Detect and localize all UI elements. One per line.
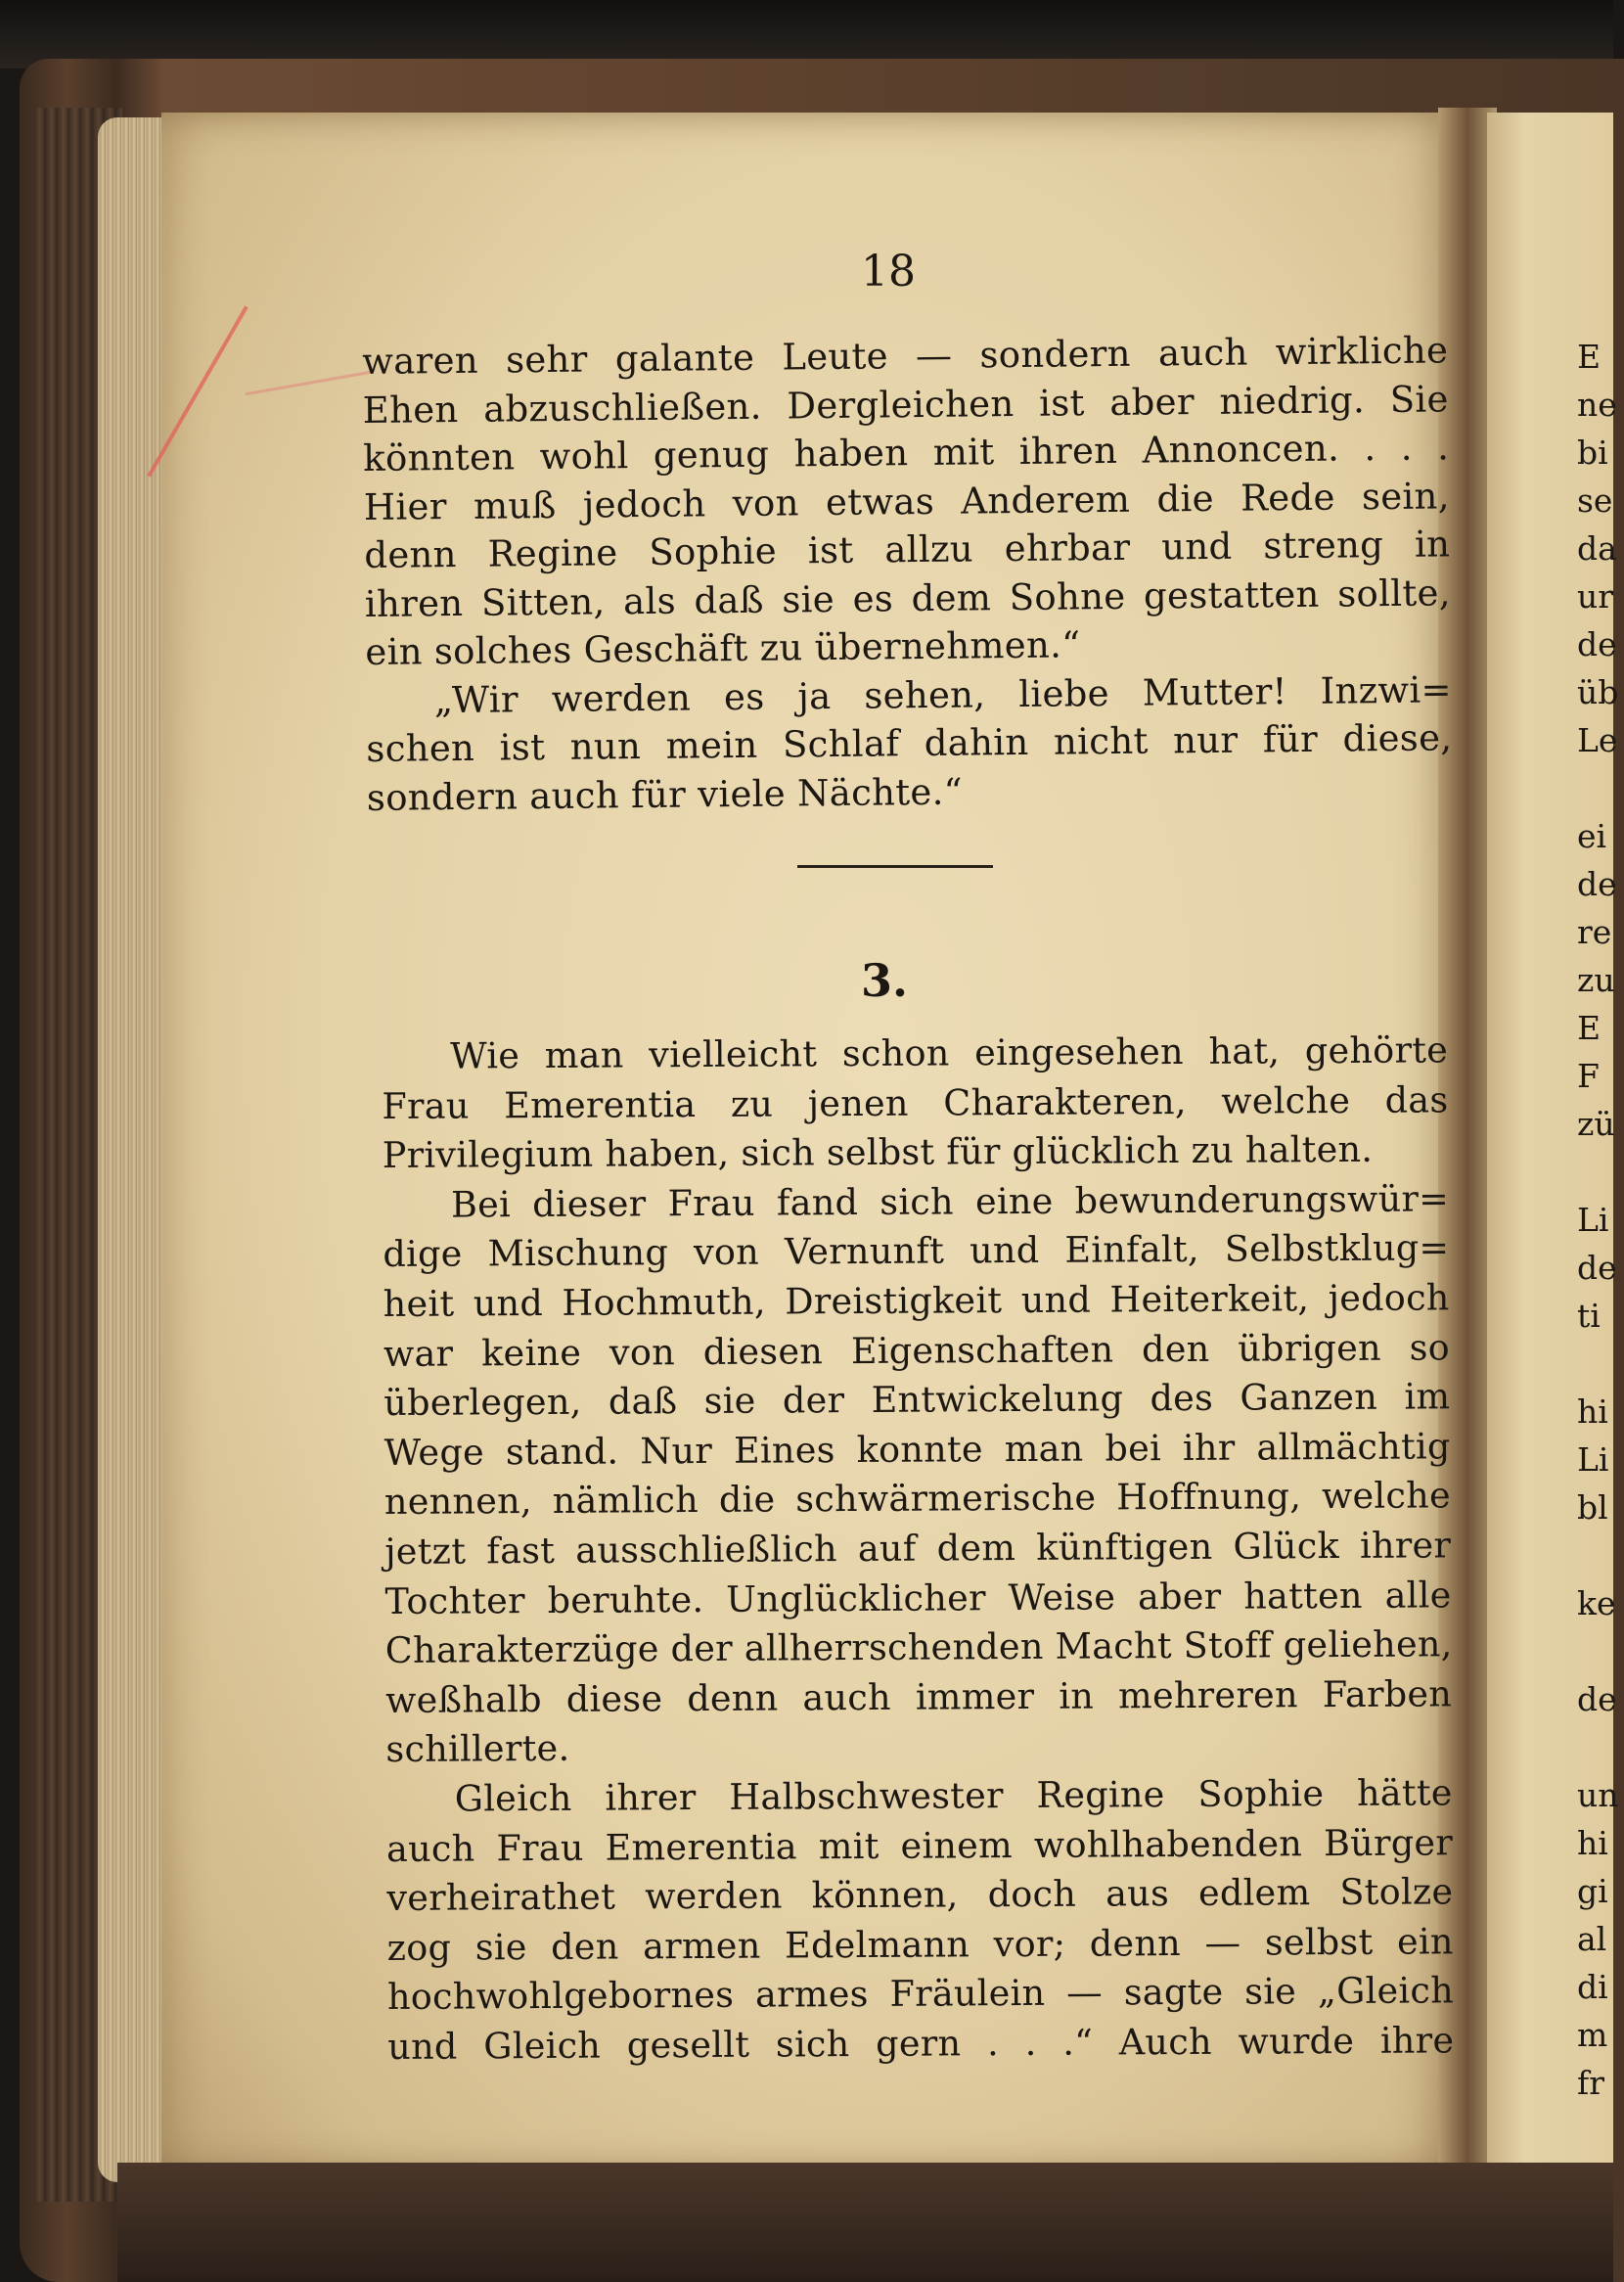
text-line: schen ist nun mein Schlaf dahin nicht nur für diese, (366, 716, 1453, 770)
top-paragraph (362, 326, 1453, 822)
next-page-fragment: ei (1577, 817, 1607, 855)
next-page-fragment: re (1577, 913, 1612, 951)
next-page-fragment: al (1577, 1920, 1607, 1958)
text-line: verheirathet werden können, doch aus edlem Stolze (386, 1870, 1454, 1920)
text-line: Gleich ihrer Halbschwester Regine Sophie hätte (454, 1771, 1453, 1820)
text-line: waren sehr galante Leute — sondern auch wirkliche (362, 329, 1449, 383)
text-line: ihren Sitten, als daß sie es dem Sohne gestatten sollte, (364, 570, 1452, 625)
chapter-body (382, 1026, 1454, 2072)
next-page-fragment: da (1577, 529, 1617, 568)
next-page-fragment: se (1577, 481, 1613, 520)
text-line: war keine von diesen Eigenschaften den übrigen so (383, 1325, 1451, 1375)
text-line: Hier muß jedoch von etwas Anderem die Rede sein, (363, 474, 1450, 528)
next-page-fragment: de (1577, 1249, 1617, 1287)
next-page-fragment (1577, 1340, 1613, 1388)
text-line: Frau Emerentia zu jenen Charakteren, welche das (382, 1077, 1449, 1127)
next-page-fragment: fr (1577, 2064, 1604, 2102)
next-page-fragment: Li (1577, 1440, 1609, 1479)
next-page-fragment: zü (1577, 1105, 1615, 1143)
book-bottom-edge (117, 2163, 1613, 2282)
text-line: und Gleich gesellt sich gern . . .“ Auch wurde ihre (387, 2019, 1455, 2068)
text-line: Tochter beruhte. Unglücklicher Weise aber hatten alle (384, 1573, 1452, 1622)
section-divider (797, 865, 993, 868)
next-page-fragment: un (1577, 1776, 1619, 1814)
text-line: heit und Hochmuth, Dreistigkeit und Heiterkeit, jedoch (383, 1276, 1450, 1325)
text-line: Privilegium haben, sich selbst für glücklich zu halten. (382, 1128, 1374, 1177)
text-line: sondern auch für viele Nächte.“ (366, 770, 964, 819)
next-page-fragment (1577, 1148, 1613, 1196)
text-line: hochwohlgebornes armes Fräulein — sagte sie „Gleich (386, 1969, 1455, 2019)
next-page-fragment: E (1577, 338, 1601, 376)
next-page-fragment: Le (1577, 721, 1618, 759)
text-line: Ehen abzuschließen. Dergleichen ist aber niedrig. Sie (362, 377, 1449, 432)
next-page-fragment: hi (1577, 1824, 1608, 1862)
text-line: Wie man vielleicht schon eingesehen hat, gehörte (450, 1028, 1449, 1077)
text-line: dige Mischung von Vernunft und Einfalt, Selbstklug= (383, 1226, 1450, 1276)
text-line: könnten wohl genug haben mit ihren Annoncen. . . . (363, 426, 1450, 479)
next-page-fragment: ne (1577, 386, 1617, 424)
next-page-fragment: di (1577, 1968, 1608, 2006)
next-page-fragment: ur (1577, 577, 1614, 616)
next-page-fragment: de (1577, 625, 1617, 663)
text-line: ein solches Geschäft zu übernehmen.“ (365, 623, 1081, 673)
next-page-fragment: de (1577, 865, 1617, 903)
next-page-fragment: ti (1577, 1297, 1601, 1335)
text-line: auch Frau Emerentia mit einem wohlhabenden Bürger (385, 1820, 1454, 1870)
text-line: nennen, nämlich die schwärmerische Hoffnung, welche (383, 1474, 1452, 1524)
text-line: überlegen, daß sie der Entwickelung des Ganzen im (383, 1375, 1451, 1425)
text-line: Bei dieser Frau fand sich eine bewunderungswür= (450, 1177, 1450, 1226)
text-line: jetzt fast ausschließlich auf dem künftigen Glück ihrer (384, 1524, 1452, 1573)
next-page-fragment: bi (1577, 434, 1608, 472)
text-line: denn Regine Sophie ist allzu ehrbar und streng in (364, 523, 1451, 576)
text-line: „Wir werden es ja sehen, liebe Mutter! Inzwi= (433, 667, 1453, 721)
next-page-fragment: zu (1577, 961, 1615, 999)
next-page-fragment: bl (1577, 1488, 1608, 1527)
next-page-fragment: E (1577, 1009, 1601, 1047)
next-page-fragment (1577, 1627, 1613, 1675)
text-line: weßhalb diese denn auch immer in mehreren Farben (385, 1672, 1453, 1721)
next-page-fragment: m (1577, 2016, 1608, 2054)
next-page-fragment: F (1577, 1057, 1600, 1095)
next-page-fragment: gi (1577, 1872, 1608, 1910)
chapter-heading: 3. (861, 954, 909, 1007)
text-line: Charakterzüge der allherrschenden Macht Stoff geliehen, (384, 1622, 1453, 1672)
next-page-fragment (1577, 1723, 1613, 1771)
next-page-fragment: hi (1577, 1392, 1608, 1431)
text-line: Wege stand. Nur Eines konnte man bei ihr allmächtig (383, 1425, 1451, 1474)
next-page-fragment (1577, 1531, 1613, 1579)
next-page-fragments (1577, 333, 1619, 2107)
next-page-fragment: üb (1577, 673, 1619, 711)
next-page-fragment: Li (1577, 1201, 1609, 1239)
next-page-fragment: de (1577, 1680, 1617, 1718)
next-page-fragment (1577, 764, 1613, 812)
next-page-fragment: ke (1577, 1584, 1616, 1622)
page-number: 18 (861, 247, 916, 297)
text-line: schillerte. (385, 1727, 570, 1771)
text-line: zog sie den armen Edelmann vor; denn — selbst ein (386, 1920, 1454, 1969)
